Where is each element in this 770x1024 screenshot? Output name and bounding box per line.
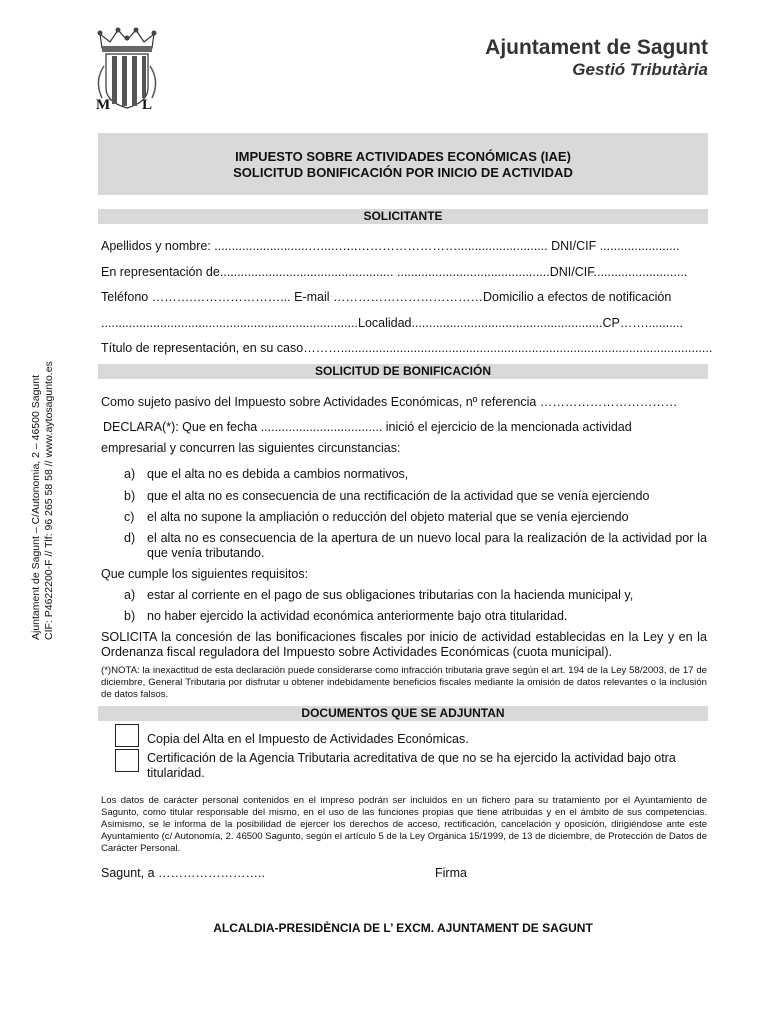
org-name: Ajuntament de Sagunt — [485, 36, 708, 59]
circumstance-text-a: que el alta no es debida a cambios normativos, — [147, 467, 409, 481]
circumstance-label-d: d) — [124, 531, 136, 545]
checkbox-certificacion[interactable] — [115, 749, 139, 772]
logo-letter-m: M — [96, 97, 111, 113]
field-telefono-email-domicilio[interactable]: Teléfono ……….…………………... E-mail ………………………………Domicilio a efectos de notificación — [101, 290, 672, 304]
privacy-notice: Los datos de carácter personal contenidos en el impreso podrán ser incluidos en un fichero para su tratamiento por el Ayuntamiento de Sagunto, como titular responsable del mismo, en el uso de las funciones propias que tiene atribuidas y en el ámbito de sus competencias. Asimismo, se le informa de la posibilidad de ejercer los derechos de acceso, rectificación, cancelación y oposición, dirigiéndose ante este Ayuntamiento (c/ Autonomía, 2. 46500 Sagunto, según el artículo 5 de la Ley Orgánica 15/1999, de 13 de diciembre, de Protección de Datos de Carácter Personal. — [101, 795, 707, 854]
section-title-solicitante: SOLICITANTE — [363, 209, 443, 223]
requisito-label-b: b) — [124, 609, 136, 623]
circumstance-text-b: que el alta no es consecuencia de una rectificación de la actividad que se venía ejerciendo — [147, 489, 650, 503]
field-representacion-dni[interactable]: En representación de.................................................. ............................................DNI/CIF........................... — [101, 265, 688, 279]
field-declara-fecha[interactable]: DECLARA(*): Que en fecha ................................... inició el ejercicio de la mencionada actividad — [103, 420, 632, 434]
field-localidad-cp[interactable]: ..........................................................................Localidad.......................................................CP……........... — [101, 316, 684, 330]
circumstance-label-b: b) — [124, 489, 136, 503]
title-line-2: SOLICITUD BONIFICACIÓN POR INICIO DE ACTIVIDAD — [233, 165, 573, 180]
signature-label: Firma — [435, 866, 467, 880]
side-text-line-1: Ajuntament de Sagunt – C/Autonomia, 2 – 46500 Sagunt — [30, 374, 42, 640]
section-header-documentos — [98, 706, 708, 721]
dept-name: Gestió Tributària — [572, 60, 708, 79]
title-box — [98, 133, 708, 195]
document-item-1: Copia del Alta en el Impuesto de Actividades Económicas. — [147, 732, 469, 746]
signature-place-date[interactable]: Sagunt, a …………………….. — [101, 866, 265, 880]
field-titulo-representacion[interactable]: Título de representación, en su caso………........................................................................................................... — [101, 341, 713, 355]
section-header-bonificacion — [98, 364, 708, 379]
section-title-bonificacion: SOLICITUD DE BONIFICACIÓN — [315, 364, 491, 378]
side-contact-text — [30, 361, 56, 640]
circumstance-label-a: a) — [124, 467, 136, 481]
title-line-1: IMPUESTO SOBRE ACTIVIDADES ECONÓMICAS (IAE) — [235, 149, 571, 164]
field-referencia[interactable]: Como sujeto pasivo del Impuesto sobre Actividades Económicas, nº referencia …………………………… — [101, 395, 678, 409]
checkbox-copia-alta[interactable] — [115, 724, 139, 747]
logo-letter-l: L — [142, 97, 153, 113]
document-item-2: Certificación de la Agencia Tributaria acreditativa de que no se ha ejercido la actividad bajo otra titularidad. — [147, 751, 676, 780]
field-apellidos-dni[interactable]: Apellidos y nombre: ...........................…....…...…………………….......................... DNI/CIF ....................... — [101, 239, 680, 253]
footer-authority: ALCALDIA-PRESIDÈNCIA DE L’ EXCM. AJUNTAMENT DE SAGUNT — [213, 921, 593, 935]
circumstance-label-c: c) — [124, 510, 135, 524]
requisito-text-b: no haber ejercido la actividad económica anteriormente bajo otra titularidad. — [147, 609, 568, 623]
requisito-text-a: estar al corriente en el pago de sus obligaciones tributarias con la hacienda municipal y, — [147, 588, 634, 602]
declara-continuation: empresarial y concurren las siguientes circunstancias: — [101, 441, 401, 455]
circumstance-text-d: el alta no es consecuencia de la apertura de un nuevo local para la realización de la actividad por la que venía tributando. — [147, 531, 707, 560]
side-text-line-2: CIF: P4622200-F // Tlf: 96 265 58 58 // www.aytosagunto.es — [43, 361, 55, 640]
nota-paragraph: (*)NOTA: la inexactitud de esta declaración puede considerarse como infracción tributaria grave según el art. 194 de la Ley 58/2003, de 17 de diciembre, General Tributaria por disfrutar u obtener indebidamente beneficios fiscales mediante la omisión de datos relevantes o la inclusión de datos falsos. — [101, 665, 707, 700]
circumstance-text-c: el alta no supone la ampliación o reducción del objeto material que se venía ejerciendo — [147, 510, 629, 524]
requisito-label-a: a) — [124, 588, 136, 602]
requisitos-intro: Que cumple los siguientes requisitos: — [101, 567, 309, 581]
solicita-paragraph: SOLICITA la concesión de las bonificaciones fiscales por inicio de actividad establecidas en la Ley y en la Ordenanza fiscal reguladora del Impuesto sobre Actividades Económicas (cuota municipal). — [101, 630, 707, 659]
section-header-solicitante — [98, 209, 708, 224]
section-title-documentos: DOCUMENTOS QUE SE ADJUNTAN — [301, 706, 505, 720]
